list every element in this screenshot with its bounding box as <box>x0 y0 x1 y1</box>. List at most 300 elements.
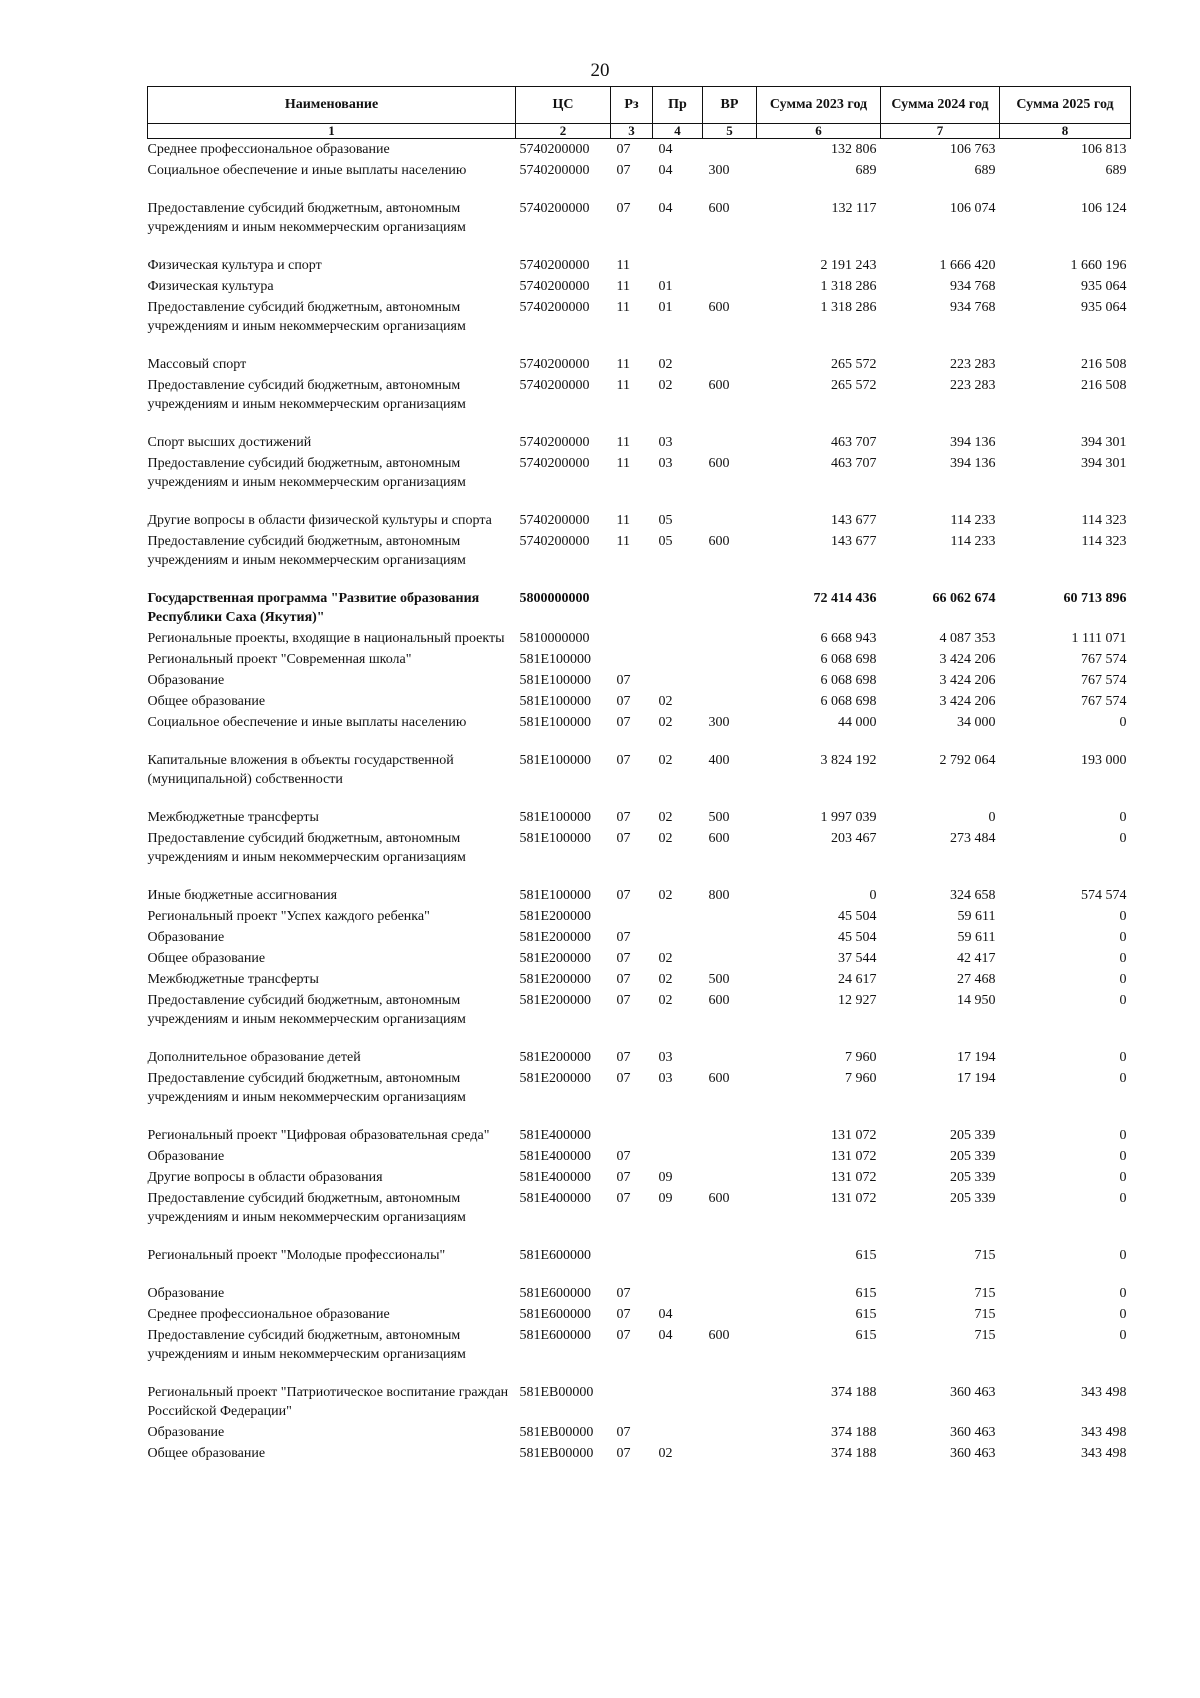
table-row <box>148 198 1131 255</box>
row-name: Государственная программа "Развитие образования Республики Саха (Якутия)" <box>147 591 480 625</box>
row-name: Общее образование <box>147 694 266 709</box>
row-vr: 600 <box>708 378 730 393</box>
row-cs: 581E100000 <box>519 715 592 730</box>
row-vr <box>703 432 757 453</box>
row-rz: 11 <box>616 435 630 450</box>
row-name: Физическая культура и спорт <box>147 258 322 273</box>
row-vr: 600 <box>708 831 730 846</box>
row-sum-2023: 132 806 <box>831 142 877 157</box>
row-name: Дополнительное образование детей <box>147 1050 361 1065</box>
row-cs: 581E600000 <box>519 1307 592 1322</box>
table-row <box>148 649 1131 670</box>
row-cs: 581EB00000 <box>519 1446 594 1461</box>
row-rz: 07 <box>616 163 631 178</box>
row-sum-2025: 0 <box>1119 1128 1127 1143</box>
row-vr <box>703 1245 757 1283</box>
row-cs: 5800000000 <box>519 591 590 606</box>
row-rz: 07 <box>616 673 631 688</box>
row-sum-2024: 114 233 <box>950 513 996 528</box>
header-number: 8 <box>1000 124 1131 139</box>
row-pr: 09 <box>658 1170 673 1185</box>
row-sum-2025: 106 124 <box>1081 201 1127 216</box>
row-sum-2024: 106 074 <box>950 201 996 216</box>
row-vr <box>703 276 757 297</box>
row-cs: 581E200000 <box>519 993 592 1008</box>
row-sum-2023: 0 <box>869 888 877 903</box>
row-sum-2023: 7 960 <box>845 1071 877 1086</box>
row-sum-2023: 6 068 698 <box>820 694 877 709</box>
row-rz: 07 <box>616 1071 631 1086</box>
row-pr: 01 <box>658 279 673 294</box>
row-cs: 581E200000 <box>519 972 592 987</box>
row-sum-2024: 114 233 <box>950 534 996 549</box>
table-row <box>148 375 1131 432</box>
row-sum-2025: 767 574 <box>1081 673 1127 688</box>
row-rz: 11 <box>616 513 630 528</box>
header-number: 5 <box>703 124 757 139</box>
table-row <box>148 807 1131 828</box>
row-rz: 07 <box>616 1191 631 1206</box>
table-row <box>148 160 1131 198</box>
table-row <box>148 432 1131 453</box>
row-vr: 300 <box>708 715 730 730</box>
row-rz: 07 <box>616 1307 631 1322</box>
row-sum-2025: 0 <box>1119 831 1127 846</box>
row-pr: 02 <box>658 831 673 846</box>
row-rz: 07 <box>616 142 631 157</box>
row-name: Предоставление субсидий бюджетным, автономным учреждениям и иным некоммерческим организациям <box>147 201 466 235</box>
row-vr: 600 <box>708 456 730 471</box>
row-rz <box>611 588 653 628</box>
row-cs: 581E600000 <box>519 1248 592 1263</box>
row-rz: 07 <box>616 1446 631 1461</box>
row-sum-2025: 0 <box>1119 1286 1127 1301</box>
row-cs: 5740200000 <box>519 435 590 450</box>
row-cs: 581E100000 <box>519 810 592 825</box>
row-sum-2024: 1 666 420 <box>939 258 996 273</box>
row-sum-2025: 114 323 <box>1081 513 1127 528</box>
row-pr: 03 <box>658 435 673 450</box>
row-sum-2024: 324 658 <box>950 888 996 903</box>
row-sum-2025: 0 <box>1119 1071 1127 1086</box>
table-row <box>148 139 1131 161</box>
row-name: Социальное обеспечение и иные выплаты населению <box>147 715 467 730</box>
row-pr <box>653 1245 703 1283</box>
row-cs: 581EB00000 <box>519 1385 594 1400</box>
row-sum-2025: 0 <box>1119 1191 1127 1206</box>
row-sum-2023: 374 188 <box>831 1446 877 1461</box>
row-sum-2024: 0 <box>988 810 996 825</box>
row-rz: 11 <box>616 534 630 549</box>
row-vr: 600 <box>708 300 730 315</box>
row-name: Образование <box>147 673 225 688</box>
row-cs: 581E400000 <box>519 1170 592 1185</box>
table-row <box>148 255 1131 276</box>
table-row <box>148 1422 1131 1443</box>
header-number: 6 <box>757 124 881 139</box>
row-name: Региональный проект "Молодые профессионалы" <box>147 1248 446 1263</box>
table-row <box>148 1382 1131 1422</box>
page-number: 20 <box>590 60 610 81</box>
row-rz: 07 <box>616 888 631 903</box>
row-sum-2024: 42 417 <box>957 951 996 966</box>
row-sum-2023: 1 318 286 <box>820 279 877 294</box>
row-cs: 5810000000 <box>519 631 590 646</box>
row-pr <box>653 588 703 628</box>
row-sum-2023: 374 188 <box>831 1425 877 1440</box>
row-name: Предоставление субсидий бюджетным, автономным учреждениям и иным некоммерческим организациям <box>147 831 466 865</box>
row-cs: 5740200000 <box>519 258 590 273</box>
row-pr: 03 <box>658 1071 673 1086</box>
row-cs: 581E200000 <box>519 1050 592 1065</box>
row-sum-2024: 223 283 <box>950 378 996 393</box>
row-pr <box>653 1146 703 1167</box>
header-vr: ВР <box>703 87 757 124</box>
row-rz: 11 <box>616 456 630 471</box>
table-row <box>148 1325 1131 1382</box>
row-sum-2023: 1 997 039 <box>820 810 877 825</box>
row-pr: 02 <box>658 753 673 768</box>
row-vr: 500 <box>708 810 730 825</box>
row-rz <box>611 628 653 649</box>
row-sum-2025: 394 301 <box>1081 456 1127 471</box>
row-cs: 581E400000 <box>519 1191 592 1206</box>
row-vr: 400 <box>708 753 730 768</box>
row-name: Социальное обеспечение и иные выплаты населению <box>147 163 467 178</box>
row-name: Предоставление субсидий бюджетным, автономным учреждениям и иным некоммерческим организациям <box>147 378 466 412</box>
row-rz: 07 <box>616 1425 631 1440</box>
row-cs: 581E100000 <box>519 652 592 667</box>
row-vr <box>703 1443 757 1464</box>
row-name: Другие вопросы в области физической культуры и спорта <box>147 513 492 528</box>
row-pr <box>653 1125 703 1146</box>
row-sum-2024: 14 950 <box>957 993 996 1008</box>
row-sum-2024: 3 424 206 <box>939 673 996 688</box>
row-rz: 11 <box>616 378 630 393</box>
table-row <box>148 453 1131 510</box>
row-sum-2023: 131 072 <box>831 1191 877 1206</box>
row-vr <box>703 1283 757 1304</box>
row-pr: 02 <box>658 810 673 825</box>
row-sum-2024: 3 424 206 <box>939 652 996 667</box>
row-sum-2023: 374 188 <box>831 1385 877 1400</box>
row-rz: 07 <box>616 715 631 730</box>
row-sum-2025: 0 <box>1119 930 1127 945</box>
row-pr <box>653 1283 703 1304</box>
row-pr: 03 <box>658 456 673 471</box>
row-sum-2025: 0 <box>1119 1170 1127 1185</box>
row-vr <box>703 649 757 670</box>
row-sum-2024: 27 468 <box>957 972 996 987</box>
header-number: 3 <box>611 124 653 139</box>
row-rz: 07 <box>616 1328 631 1343</box>
row-vr <box>703 510 757 531</box>
row-vr <box>703 1125 757 1146</box>
row-sum-2023: 463 707 <box>831 435 877 450</box>
row-rz: 11 <box>616 300 630 315</box>
row-vr <box>703 588 757 628</box>
row-name: Предоставление субсидий бюджетным, автономным учреждениям и иным некоммерческим организациям <box>147 534 466 568</box>
row-sum-2024: 3 424 206 <box>939 694 996 709</box>
row-rz: 07 <box>616 753 631 768</box>
row-sum-2024: 17 194 <box>957 1050 996 1065</box>
header-number: 1 <box>148 124 516 139</box>
table-row <box>148 1125 1131 1146</box>
row-cs: 5740200000 <box>519 201 590 216</box>
row-rz: 11 <box>616 258 630 273</box>
row-sum-2023: 37 544 <box>838 951 877 966</box>
row-sum-2025: 0 <box>1119 1307 1127 1322</box>
row-sum-2023: 143 677 <box>831 513 877 528</box>
row-sum-2025: 0 <box>1119 1050 1127 1065</box>
row-name: Предоставление субсидий бюджетным, автономным учреждениям и иным некоммерческим организациям <box>147 300 466 334</box>
row-vr: 600 <box>708 1328 730 1343</box>
row-sum-2023: 131 072 <box>831 1149 877 1164</box>
row-cs: 5740200000 <box>519 456 590 471</box>
table-row <box>148 828 1131 885</box>
row-vr <box>703 1382 757 1422</box>
table-row <box>148 1245 1131 1283</box>
row-vr <box>703 628 757 649</box>
row-vr <box>703 1304 757 1325</box>
row-pr <box>653 927 703 948</box>
row-rz <box>611 649 653 670</box>
header-number: 7 <box>881 124 1000 139</box>
row-sum-2025: 193 000 <box>1081 753 1127 768</box>
row-cs: 581E400000 <box>519 1149 592 1164</box>
row-pr: 04 <box>658 142 673 157</box>
row-vr <box>703 354 757 375</box>
row-sum-2024: 360 463 <box>950 1425 996 1440</box>
row-cs: 5740200000 <box>519 378 590 393</box>
row-pr <box>653 906 703 927</box>
row-name: Физическая культура <box>147 279 274 294</box>
row-sum-2025: 0 <box>1119 715 1127 730</box>
row-sum-2023: 24 617 <box>838 972 877 987</box>
row-rz <box>611 1125 653 1146</box>
row-sum-2024: 934 768 <box>950 300 996 315</box>
row-vr <box>703 948 757 969</box>
row-sum-2025: 935 064 <box>1081 279 1127 294</box>
row-sum-2024: 106 763 <box>950 142 996 157</box>
row-pr: 04 <box>658 1328 673 1343</box>
row-sum-2024: 273 484 <box>950 831 996 846</box>
table-row <box>148 885 1131 906</box>
row-cs: 581E600000 <box>519 1328 592 1343</box>
table-row <box>148 691 1131 712</box>
row-cs: 581E200000 <box>519 909 592 924</box>
row-cs: 581E100000 <box>519 831 592 846</box>
row-sum-2025: 343 498 <box>1081 1446 1127 1461</box>
row-name: Образование <box>147 1425 225 1440</box>
row-sum-2024: 715 <box>974 1328 996 1343</box>
row-rz: 07 <box>616 1050 631 1065</box>
row-cs: 581E400000 <box>519 1128 592 1143</box>
table-row <box>148 1146 1131 1167</box>
row-sum-2024: 689 <box>974 163 996 178</box>
header-number: 2 <box>516 124 611 139</box>
row-name: Образование <box>147 1149 225 1164</box>
row-pr: 02 <box>658 357 673 372</box>
row-sum-2024: 17 194 <box>957 1071 996 1086</box>
row-rz: 07 <box>616 831 631 846</box>
row-name: Региональный проект "Успех каждого ребенка" <box>147 909 430 924</box>
row-cs: 581E100000 <box>519 753 592 768</box>
row-sum-2025: 343 498 <box>1081 1385 1127 1400</box>
row-vr <box>703 1167 757 1188</box>
row-sum-2024: 715 <box>974 1248 996 1263</box>
row-cs: 581E100000 <box>519 694 592 709</box>
row-cs: 5740200000 <box>519 279 590 294</box>
row-vr <box>703 139 757 161</box>
row-cs: 5740200000 <box>519 357 590 372</box>
row-rz <box>611 906 653 927</box>
row-name: Предоставление субсидий бюджетным, автономным учреждениям и иным некоммерческим организациям <box>147 1328 466 1362</box>
row-cs: 581E200000 <box>519 951 592 966</box>
row-sum-2025: 216 508 <box>1081 357 1127 372</box>
row-sum-2024: 59 611 <box>957 930 996 945</box>
row-cs: 581E200000 <box>519 1071 592 1086</box>
row-sum-2025: 1 660 196 <box>1070 258 1127 273</box>
row-pr <box>653 255 703 276</box>
table-row <box>148 990 1131 1047</box>
row-sum-2023: 44 000 <box>838 715 877 730</box>
table-row <box>148 712 1131 750</box>
table-row <box>148 1188 1131 1245</box>
row-vr: 600 <box>708 1191 730 1206</box>
row-sum-2023: 6 068 698 <box>820 673 877 688</box>
row-cs: 581E100000 <box>519 888 592 903</box>
header-sum-2024: Сумма 2024 год <box>881 87 1000 124</box>
row-sum-2023: 265 572 <box>831 357 877 372</box>
table-row <box>148 1283 1131 1304</box>
row-sum-2024: 360 463 <box>950 1385 996 1400</box>
row-pr: 01 <box>658 300 673 315</box>
table-row <box>148 927 1131 948</box>
row-pr: 04 <box>658 1307 673 1322</box>
row-sum-2025: 0 <box>1119 1248 1127 1263</box>
row-name: Среднее профессиональное образование <box>147 1307 390 1322</box>
row-sum-2025: 394 301 <box>1081 435 1127 450</box>
row-sum-2025: 106 813 <box>1081 142 1127 157</box>
row-cs: 5740200000 <box>519 513 590 528</box>
table-row <box>148 1443 1131 1464</box>
row-sum-2025: 0 <box>1119 909 1127 924</box>
row-sum-2025: 689 <box>1105 163 1127 178</box>
row-vr: 800 <box>708 888 730 903</box>
row-sum-2024: 715 <box>974 1286 996 1301</box>
row-pr: 09 <box>658 1191 673 1206</box>
row-rz: 07 <box>616 810 631 825</box>
row-vr: 600 <box>708 993 730 1008</box>
row-pr: 02 <box>658 715 673 730</box>
table-row <box>148 948 1131 969</box>
row-pr: 02 <box>658 694 673 709</box>
row-vr <box>703 1146 757 1167</box>
table-row <box>148 750 1131 807</box>
row-sum-2023: 1 318 286 <box>820 300 877 315</box>
row-sum-2023: 463 707 <box>831 456 877 471</box>
row-rz: 11 <box>616 357 630 372</box>
row-sum-2024: 34 000 <box>957 715 996 730</box>
row-vr <box>703 670 757 691</box>
row-sum-2023: 7 960 <box>845 1050 877 1065</box>
row-name: Общее образование <box>147 951 266 966</box>
row-pr <box>653 670 703 691</box>
row-sum-2025: 0 <box>1119 1149 1127 1164</box>
row-name: Другие вопросы в области образования <box>147 1170 383 1185</box>
row-sum-2025: 114 323 <box>1081 534 1127 549</box>
row-rz <box>611 1245 653 1283</box>
row-sum-2025: 60 713 896 <box>1063 591 1127 606</box>
row-pr <box>653 1422 703 1443</box>
header-sum-2025: Сумма 2025 год <box>1000 87 1131 124</box>
row-vr <box>703 691 757 712</box>
row-pr <box>653 628 703 649</box>
table-row <box>148 1304 1131 1325</box>
row-sum-2023: 131 072 <box>831 1128 877 1143</box>
row-sum-2024: 2 792 064 <box>939 753 996 768</box>
row-sum-2023: 615 <box>855 1307 877 1322</box>
row-sum-2023: 615 <box>855 1286 877 1301</box>
row-sum-2024: 205 339 <box>950 1149 996 1164</box>
row-pr: 02 <box>658 972 673 987</box>
row-sum-2023: 615 <box>855 1328 877 1343</box>
row-sum-2023: 265 572 <box>831 378 877 393</box>
table-row <box>148 1047 1131 1068</box>
row-cs: 581E600000 <box>519 1286 592 1301</box>
row-sum-2024: 360 463 <box>950 1446 996 1461</box>
row-sum-2025: 574 574 <box>1081 888 1127 903</box>
row-vr <box>703 927 757 948</box>
row-vr: 300 <box>708 163 730 178</box>
row-rz: 07 <box>616 1149 631 1164</box>
row-vr: 500 <box>708 972 730 987</box>
row-pr: 05 <box>658 513 673 528</box>
row-sum-2023: 615 <box>855 1248 877 1263</box>
row-sum-2024: 205 339 <box>950 1128 996 1143</box>
row-rz: 07 <box>616 694 631 709</box>
table-row <box>148 906 1131 927</box>
row-sum-2024: 715 <box>974 1307 996 1322</box>
row-sum-2024: 66 062 674 <box>932 591 996 606</box>
row-sum-2024: 4 087 353 <box>939 631 996 646</box>
row-sum-2025: 767 574 <box>1081 652 1127 667</box>
table-header <box>148 87 1131 139</box>
row-sum-2024: 223 283 <box>950 357 996 372</box>
table-row <box>148 969 1131 990</box>
row-pr: 04 <box>658 163 673 178</box>
table-row <box>148 588 1131 628</box>
row-rz: 07 <box>616 1170 631 1185</box>
table-row <box>148 670 1131 691</box>
row-rz: 07 <box>616 993 631 1008</box>
row-sum-2025: 0 <box>1119 810 1127 825</box>
table-row <box>148 1068 1131 1125</box>
header-number: 4 <box>653 124 703 139</box>
row-cs: 581E100000 <box>519 673 592 688</box>
table-row <box>148 276 1131 297</box>
row-sum-2025: 0 <box>1119 951 1127 966</box>
row-rz: 11 <box>616 279 630 294</box>
row-sum-2023: 132 117 <box>831 201 877 216</box>
row-cs: 581EB00000 <box>519 1425 594 1440</box>
row-rz: 07 <box>616 1286 631 1301</box>
row-sum-2025: 767 574 <box>1081 694 1127 709</box>
row-name: Массовый спорт <box>147 357 247 372</box>
row-cs: 5740200000 <box>519 300 590 315</box>
row-vr <box>703 1422 757 1443</box>
